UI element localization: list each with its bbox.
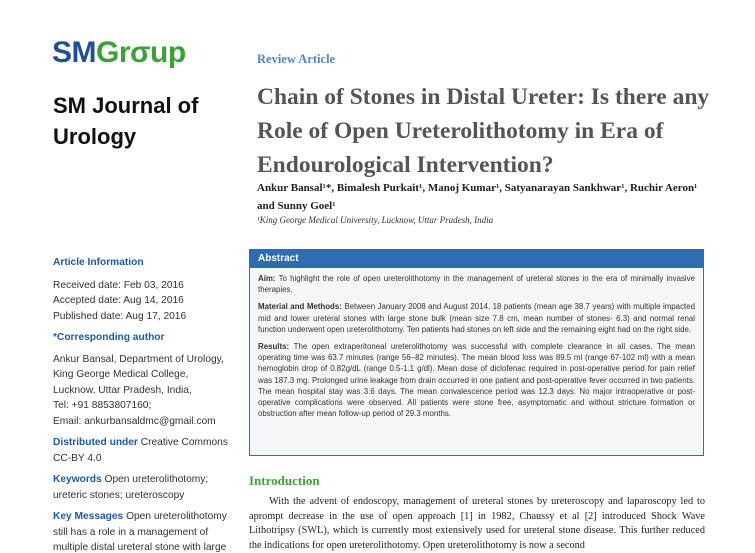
article-title: Chain of Stones in Distal Ureter: Is there any Role of Open Ureterolithotomy in Era of Endourological Intervention?	[257, 84, 710, 178]
corresponding-name: Ankur Bansal, Department of Urology,	[53, 353, 224, 365]
published-date: Published date: Aug 17, 2016	[53, 310, 187, 322]
abstract-aim: Aim: To highlight the role of open ureterolithotomy in the management of ureteral stones in the era of minimally invasive therapies.	[258, 274, 695, 295]
smgroup-logo: SMGrσup	[52, 36, 186, 69]
abstract-results: Results: The open extraperitoneal ureterolithotomy was successful with complete clearance in all cases. The mean operating time was 63.7 minutes (range 56–82 minutes). The mean blood loss was 89.5 ml (range 67-102 ml) with a mean hemoglobin drop of 0.82g/dL (range 0.5-1.1 g/dl). Mean dose of diclofenac required in post-operative period for pain relief was 187.3 mg. Prolonged urine leakage from drain occurred in one patient and post-operative fever occurred in two patients. The mean hospital stay was 3.6 days. The mean convalescence period was 12.3 days. No major intraoperative or post-operative complications were observed. All patients were stone free, asymptomatic and without stricture formation or obstruction after mean follow-up period of 29.3 months.	[258, 342, 695, 419]
license-label: Distributed under	[53, 437, 138, 448]
corresponding-email[interactable]: Email: ankurbansaldmc@gmail.com	[53, 415, 216, 427]
key-messages-value: Open ureterolithotomy still has a role in a management of multiple distal ureteral stone with large	[53, 511, 227, 553]
key-messages-label: Key Messages	[53, 511, 124, 522]
introduction-paragraph: With the advent of endoscopy, management of ureteral stones by ureteroscopy and laparoscopy led to aprompt decrease in the use of open approach [1] in 1982, Chaussy et al [2] introduced Shock Wave Lithotripsy (SWL), which is currently most extensively used for ureteral stone disease. This further reduced the indications for open ureterolithotomy. Open ureterolithotomy is now a second	[249, 496, 705, 551]
abstract-methods: Material and Methods: Between January 2008 and August 2014, 18 patients (mean age 38.7 years) with multiple impacted mid and lower ureteral stones with large stone bulk (mean size 7.8 cm, mean number of stones- 6.3) and normal renal function underwent open ureterolithotomy. Ten patients had stones on left side and the remaining eight had on the right side.	[258, 302, 695, 334]
article-type: Review Article	[257, 52, 336, 66]
accepted-date: Accepted date: Aug 14, 2016	[53, 295, 184, 306]
license-value[interactable]: Creative Commons CC-BY 4.0	[53, 437, 228, 464]
keywords-value: Open ureterolithotomy; ureteric stones; ureteroscopy	[53, 474, 209, 501]
key-messages-line	[53, 509, 243, 553]
introduction-heading: Introduction	[249, 473, 320, 488]
affiliation: ¹King George Medical University, Lucknow, Uttar Pradesh, India	[257, 215, 494, 225]
abstract-box	[249, 249, 704, 456]
corresponding-city: Lucknow, Uttar Pradesh, India,	[53, 384, 192, 396]
author-list: Ankur Bansal¹*, Bimalesh Purkait¹, Manoj Kumar¹, Satyanarayan Sankhwar¹, Ruchir Aeron¹ and Sunny Goel¹	[257, 182, 698, 212]
introduction-body	[249, 495, 705, 553]
corresponding-tel: Tel: +91 8853807160;	[53, 400, 152, 411]
article-info-sidebar	[53, 255, 243, 553]
license-line	[53, 435, 243, 466]
corresponding-author-heading: *Corresponding author	[53, 332, 165, 343]
journal-name: SM Journal of Urology	[53, 93, 199, 149]
received-date: Received date: Feb 03, 2016	[53, 279, 184, 291]
keywords-line	[53, 472, 243, 503]
abstract-body	[250, 268, 703, 419]
article-info-heading: Article Information	[53, 257, 144, 268]
abstract-heading: Abstract	[250, 250, 703, 268]
keywords-label: Keywords	[53, 474, 102, 485]
corresponding-institution: King George Medical College,	[53, 369, 189, 380]
